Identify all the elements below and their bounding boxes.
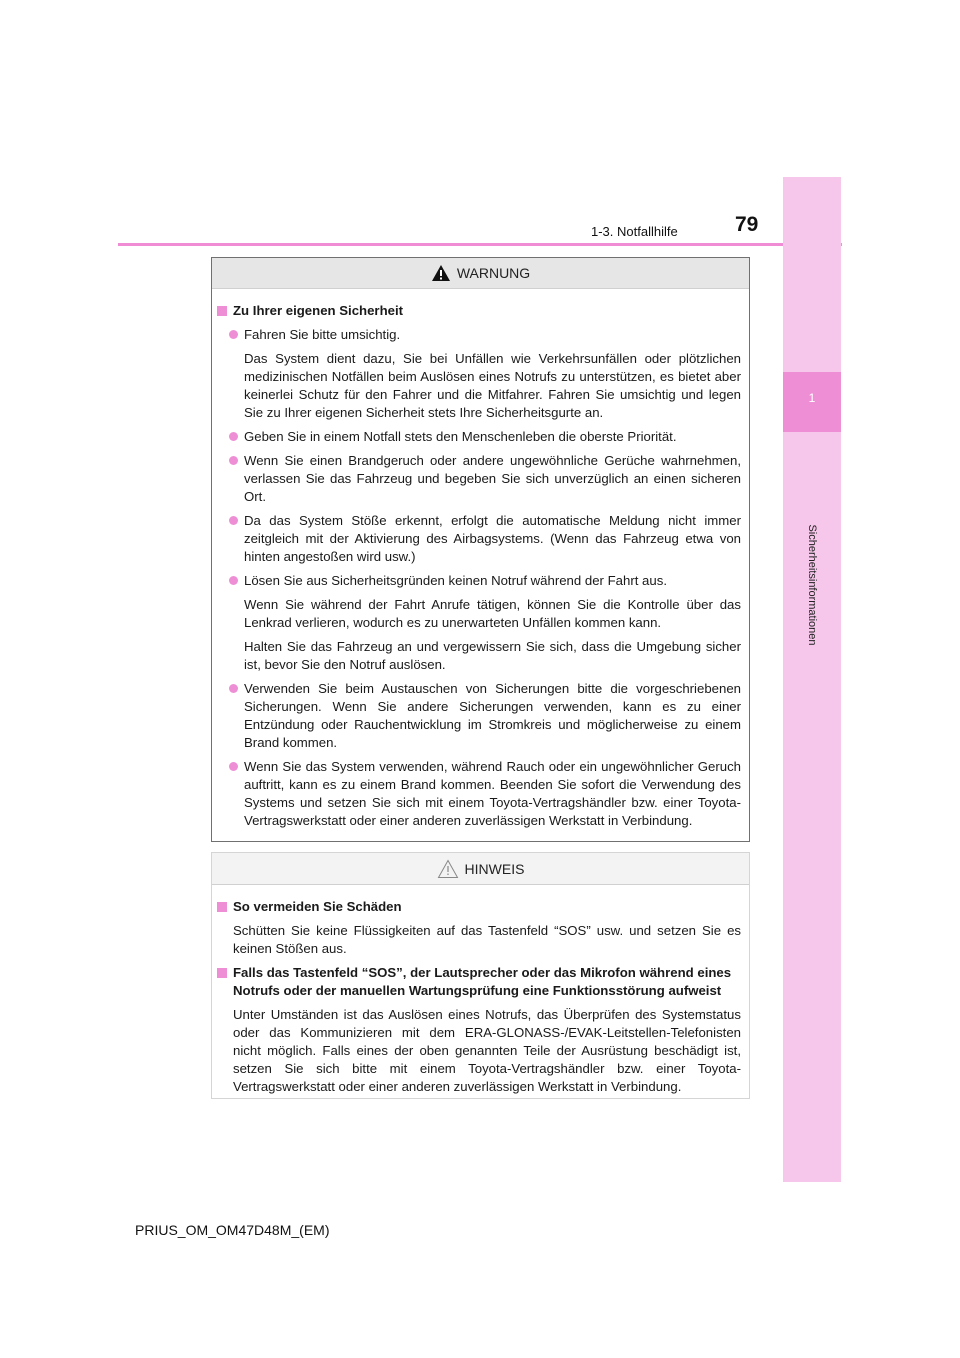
warning-box	[211, 257, 750, 842]
list-item: Fahren Sie bitte umsichtig.	[229, 326, 741, 344]
list-item: Da das System Stöße erkennt, erfolgt die automatische Meldung nicht immer zeitgleich mit der Aktivierung des Airbagsystems. (Wenn das Fahrzeug etwa von hinten angestoßen wird usw.)	[229, 512, 741, 566]
document-id: PRIUS_OM_OM47D48M_(EM)	[135, 1222, 330, 1238]
list-item: Wenn Sie einen Brandgeruch oder andere ungewöhnliche Gerüche wahrnehmen, verlassen Sie das Fahrzeug und begeben Sie sich unverzüglich an einen sicheren Ort.	[229, 452, 741, 506]
notice-paragraph: Unter Umständen ist das Auslösen eines Notrufs, das Überprüfen des Systemstatus oder das Kommunizieren mit dem ERA-GLONASS-/EVAK-Leitstellen-Telefonisten nicht möglich. Falls eines der oben genannten Teile der Ausrüstung beschädigt ist, setzen Sie sich bitte mit einem Toyota-Vertragshändler bzw. einer Toyota-Vertragswerkstatt oder einer anderen zuverlässigen Werkstatt in Verbindung.	[233, 1007, 741, 1094]
list-item: Lösen Sie aus Sicherheitsgründen keinen Notruf während der Fahrt aus.	[229, 572, 741, 590]
bullet-dot-icon	[229, 684, 238, 693]
square-bullet-icon	[217, 968, 227, 978]
warning-topic: Zu Ihrer eigenen Sicherheit	[217, 302, 741, 320]
notice-topic: Falls das Tastenfeld “SOS”, der Lautsprecher oder das Mikrofon während eines Notrufs oder der manuellen Wartungsprüfung eine Funktionsstörung aufweist	[217, 964, 741, 1000]
square-bullet-icon	[217, 902, 227, 912]
notice-paragraph: Schütten Sie keine Flüssigkeiten auf das Tastenfeld “SOS” usw. und setzen Sie es keinen Stößen aus.	[233, 923, 741, 956]
warning-triangle-icon	[431, 264, 451, 282]
notice-body	[212, 885, 749, 1096]
bullet-dot-icon	[229, 762, 238, 771]
bullet-dot-icon	[229, 330, 238, 339]
notice-topic: So vermeiden Sie Schäden	[217, 898, 741, 916]
notice-header	[212, 853, 749, 885]
bullet-dot-icon	[229, 456, 238, 465]
notice-title: HINWEIS	[464, 860, 525, 877]
bullet-dot-icon	[229, 516, 238, 525]
page-number: 79	[735, 213, 759, 236]
list-item: Wenn Sie das System verwenden, während Rauch oder ein ungewöhnlicher Geruch auftritt, kann es zu einem Brand kommen. Beenden Sie sofort die Verwendung des Systems und setzen Sie sich mit einem Toyota-Vertragshändler bzw. einer Toyota-Vertragswerkstatt oder einer anderen zuverlässigen Werkstatt in Verbindung.	[229, 758, 741, 830]
caution-triangle-icon	[437, 859, 459, 879]
chapter-number: 1	[808, 391, 816, 405]
chapter-label: Sicherheitsinformationen	[806, 524, 818, 646]
notice-box	[211, 852, 750, 1099]
warning-header	[212, 258, 749, 289]
square-bullet-icon	[217, 306, 227, 316]
header-rule	[118, 243, 842, 246]
item-paragraph: Das System dient dazu, Sie bei Unfällen wie Verkehrsunfällen oder plötzlichen medizinischen Notfällen beim Auslösen eines Notrufs zu unterstützen, es bietet aber keinerlei Schutz für den Fahrer und die Mitfahrer. Fahren Sie umsichtig und legen Sie zu Ihrer eigenen Sicherheit stets Ihre Sicherheitsgurte an.	[244, 351, 741, 420]
chapter-side-tab	[783, 177, 841, 1182]
section-title: 1-3. Notfallhilfe	[591, 224, 678, 239]
bullet-dot-icon	[229, 432, 238, 441]
warning-title: WARNUNG	[456, 265, 531, 281]
list-item: Verwenden Sie beim Austauschen von Sicherungen bitte die vorgeschriebenen Sicherungen. Wenn Sie andere Sicherungen verwenden, kann es zu einer Entzündung oder Rauchentwicklung im Stromkreis und möglicherweise zu einem Brand kommen.	[229, 680, 741, 752]
bullet-dot-icon	[229, 576, 238, 585]
item-paragraph: Halten Sie das Fahrzeug an und vergewissern Sie sich, dass die Umgebung sicher ist, bevor Sie den Notruf auslösen.	[244, 639, 741, 672]
list-item: Geben Sie in einem Notfall stets den Menschenleben die oberste Priorität.	[229, 428, 741, 446]
warning-body	[212, 289, 749, 830]
item-paragraph: Wenn Sie während der Fahrt Anrufe tätigen, können Sie die Kontrolle über das Lenkrad verlieren, wodurch es zu unerwarteten Unfällen kommen kann.	[244, 597, 741, 630]
